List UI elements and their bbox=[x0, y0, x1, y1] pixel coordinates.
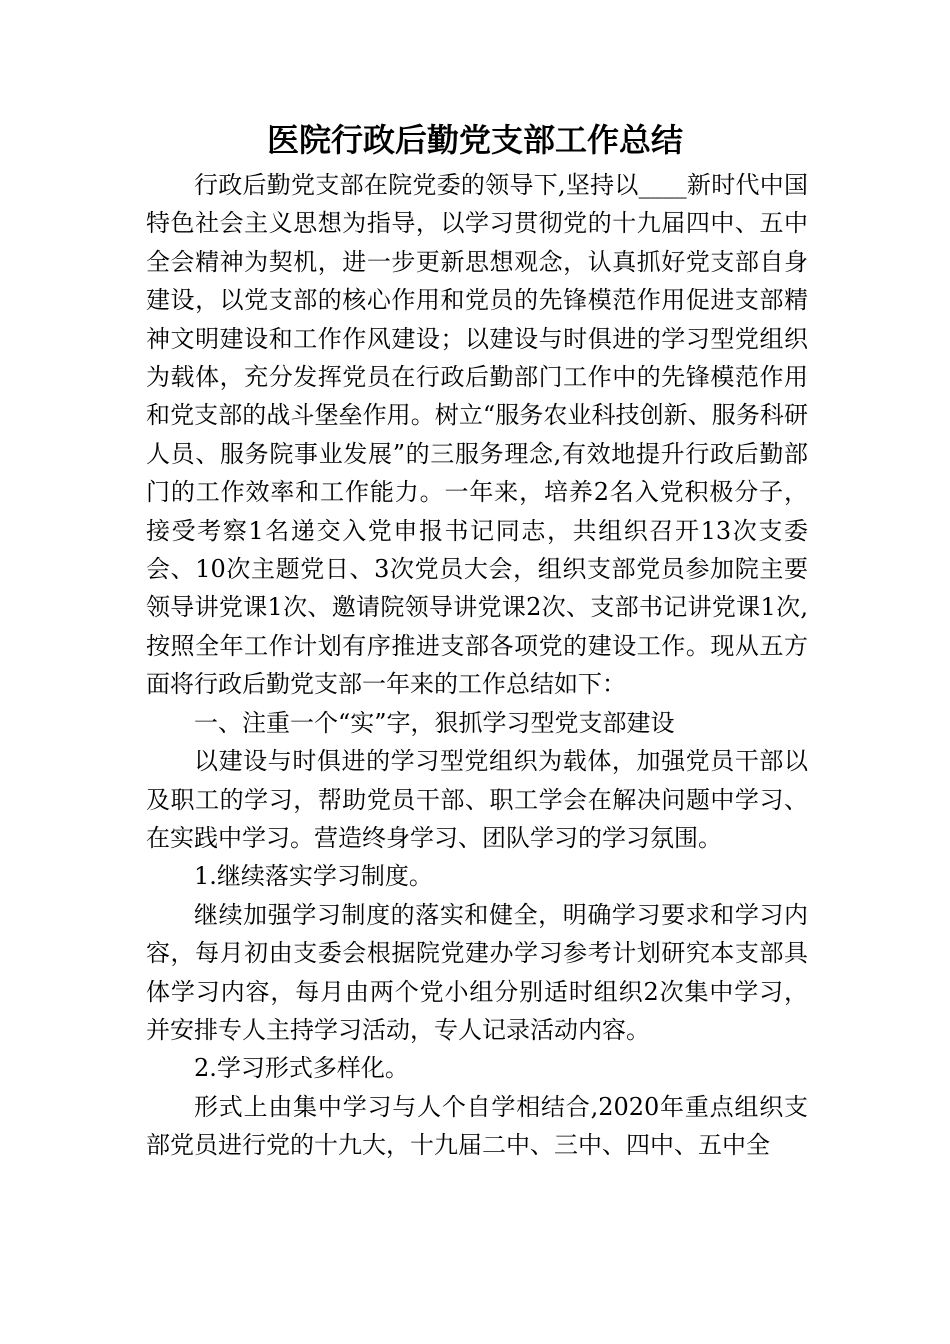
section-heading-1: 一、注重一个“实”字，狠抓学习型党支部建设 bbox=[194, 708, 675, 737]
document-body bbox=[146, 166, 808, 1165]
paragraph-section-1: 以建设与时俱进的学习型党组织为载体，加强党员干部以及职工的学习，帮助党员干部、职工学会在解决问题中学习、在实践中学习。营造终身学习、团队学习的学习氛围。 bbox=[146, 747, 808, 852]
subheading-2: 2.学习形式多样化。 bbox=[194, 1054, 409, 1083]
paragraph-subsection-1: 继续加强学习制度的落实和健全，明确学习要求和学习内容，每月初由支委会根据院党建办学习参考计划研究本支部具体学习内容，每月由两个党小组分别适时组织2次集中学习，并安排专人主持学习活动，专人记录活动内容。 bbox=[146, 900, 808, 1044]
paragraph-subsection-2: 形式上由集中学习与人个自学相结合,2020年重点组织支部党员进行党的十九大，十九届二中、三中、四中、五中全 bbox=[146, 1092, 808, 1160]
subheading-1: 1.继续落实学习制度。 bbox=[194, 862, 433, 891]
paragraph-intro: 行政后勤党支部在院党委的领导下,坚持以____新时代中国特色社会主义思想为指导，以学习贯彻党的十九届四中、五中全会精神为契机，进一步更新思想观念，认真抓好党支部自身建设，以党支部的核心作用和党员的先锋模范作用促进支部精神文明建设和工作作风建设；以建设与时俱进的学习型党组织为载体，充分发挥党员在行政后勤部门工作中的先锋模范作用和党支部的战斗堡垒作用。树立“服务农业科技创新、服务科研人员、服务院事业发展”的三服务理念,有效地提升行政后勤部门的工作效率和工作能力。一年来，培养2名入党积极分子，接受考察1名递交入党申报书记同志，共组织召开13次支委会、10次主题党日、3次党员大会，组织支部党员参加院主要领导讲党课1次、邀请院领导讲党课2次、支部书记讲党课1次,按照全年工作计划有序推进支部各项党的建设工作。现从五方面将行政后勤党支部一年来的工作总结如下： bbox=[146, 171, 808, 699]
document-title: 医院行政后勤党支部工作总结 bbox=[266, 121, 683, 159]
